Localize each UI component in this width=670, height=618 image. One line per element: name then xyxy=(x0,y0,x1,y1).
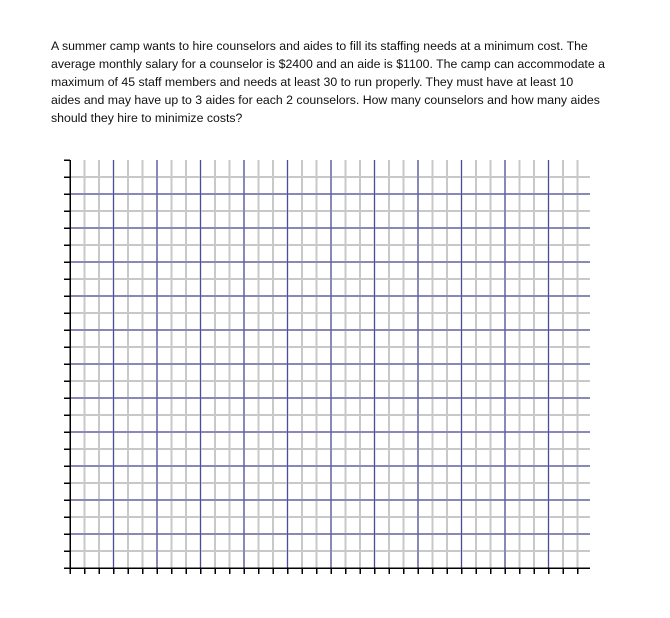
problem-line: average monthly salary for a counselor is $2400 and an aide is $1100. The camp can accommodate a xyxy=(51,57,605,71)
problem-line: should they hire to minimize costs? xyxy=(51,111,243,125)
problem-line: maximum of 45 staff members and needs at least 30 to run properly. They must have at least 10 xyxy=(51,75,574,89)
problem-line: aides and may have up to 3 aides for each 2 counselors. How many counselors and how many aides xyxy=(51,93,600,107)
problem-line: A summer camp wants to hire counselors and aides to fill its staffing needs at a minimum cost. The xyxy=(51,39,588,53)
